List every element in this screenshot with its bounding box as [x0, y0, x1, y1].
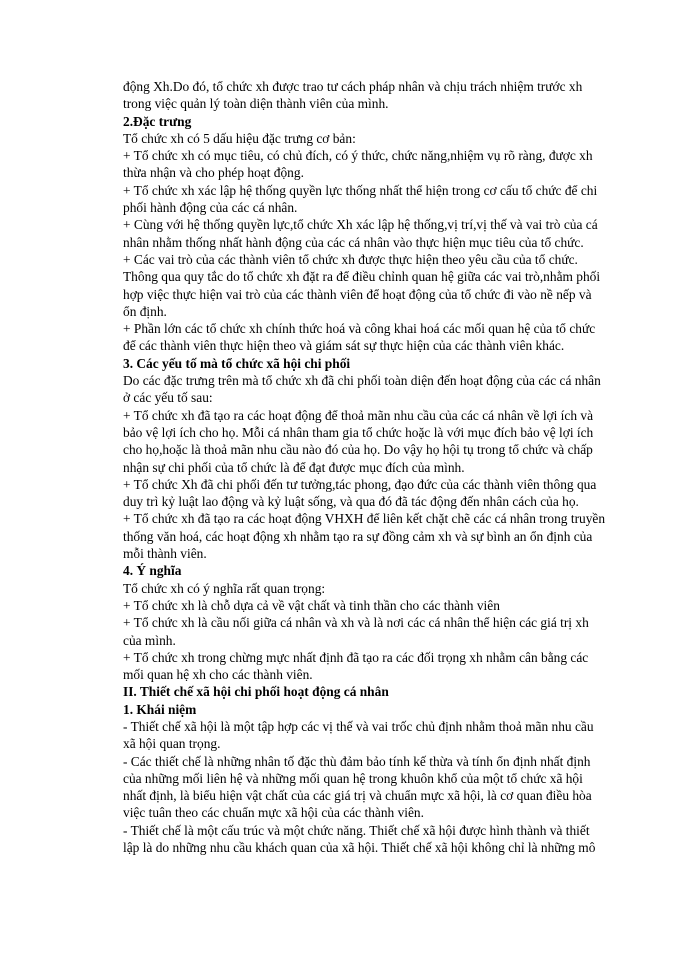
text-line: 4. Ý nghĩa — [123, 563, 182, 579]
text-line: + Tổ chức xh là cầu nối giữa cá nhân và xh và là nơi các cá nhân thể hiện các giá trị xh — [123, 615, 589, 631]
text-line: + Tổ chức xh xác lập hệ thống quyền lực thống nhất thể hiện trong cơ cấu tổ chức để chi — [123, 182, 598, 198]
paragraph — [123, 147, 628, 182]
text-line: động Xh.Do đó, tổ chức xh được trao tư cách pháp nhân và chịu trách nhiệm trước xh — [123, 79, 583, 94]
section-heading — [123, 562, 628, 579]
text-line: 2.Đặc trưng — [123, 113, 192, 129]
text-line: Thông qua quy tắc do tổ chức xh đặt ra để điều chỉnh quan hệ giữa các vai trò,nhằm phối — [123, 269, 601, 285]
text-line: lập là do những nhu cầu khách quan của xã hội. Thiết chế xã hội không chỉ là những mô — [123, 840, 596, 856]
text-line: nhân nhằm thống nhất hành động của các cá nhân vào thực hiện mục tiêu của tổ chức. — [123, 234, 584, 250]
document-page — [123, 78, 628, 856]
paragraph — [123, 718, 628, 753]
text-line: Do các đặc trưng trên mà tổ chức xh đã chi phối toàn diện đến hoạt động của các cá nhân — [123, 373, 601, 389]
text-line: cho họ,hoặc là thoả mãn nhu cầu nào đó của họ. Do vậy họ hội tụ trong tổ chức và chấp — [123, 442, 593, 458]
text-line: + Phần lớn các tổ chức xh chính thức hoá và công khai hoá các mối quan hệ của tổ chức — [123, 321, 596, 337]
paragraph — [123, 753, 628, 822]
text-line: + Các vai trò của các thành viên tổ chức xh được thực hiện theo yêu cầu của tổ chức. — [123, 251, 578, 267]
paragraph — [123, 216, 628, 251]
section-heading — [123, 355, 628, 372]
paragraph — [123, 130, 628, 147]
text-line: + Tổ chức xh có mục tiêu, có chủ đích, có ý thức, chức năng,nhiệm vụ rõ ràng, được xh — [123, 148, 593, 164]
section-heading — [123, 683, 628, 700]
text-line: - Thiết chế là một cấu trúc và một chức năng. Thiết chế xã hội được hình thành và thiết — [123, 822, 590, 838]
text-line: việc tuân theo các chuẩn mực xã hội của các thành viên. — [123, 805, 424, 821]
paragraph — [123, 407, 628, 476]
paragraph — [123, 510, 628, 562]
text-line: + Tổ chức xh đã tạo ra các hoạt động VHXH để liên kết chặt chẽ các cá nhân trong truyền — [123, 511, 606, 527]
text-line: + Tổ chức Xh đã chi phối đến tư tưởng,tác phong, đạo đức của các thành viên thông qua — [123, 476, 597, 492]
text-line: Tổ chức xh có 5 dấu hiệu đặc trưng cơ bản: — [123, 130, 356, 146]
text-line: - Thiết chế xã hội là một tập hợp các vị thế và vai trốc chủ định nhằm thoả mãn nhu cầu — [123, 718, 594, 734]
text-line: + Tổ chức xh trong chừng mực nhất định đã tạo ra các đối trọng xh nhằm cân bằng các — [123, 649, 589, 665]
text-line: + Tổ chức xh là chỗ dựa cả về vật chất và tinh thần cho các thành viên — [123, 597, 500, 613]
paragraph — [123, 597, 628, 614]
text-line: thừa nhận và cho phép hoạt động. — [123, 165, 304, 181]
text-line: phối hành động của các cá nhân. — [123, 200, 298, 216]
paragraph — [123, 822, 628, 857]
text-line: thống văn hoá, các hoạt động xh nhằm tạo ra sự đồng cảm xh và sự bình an ổn định của — [123, 528, 593, 544]
text-line: + Cùng với hệ thống quyền lực,tổ chức Xh xác lập hệ thống,vị trí,vị thế và vai trò của cá — [123, 217, 598, 233]
text-line: trong việc quản lý toàn diện thành viên của mình. — [123, 96, 389, 112]
text-line: mỗi thành viên. — [123, 546, 207, 562]
text-line: nhất định, là biểu hiện vật chất của các giá trị và chuẩn mực xã hội, là cơ quan điều hòa — [123, 788, 592, 804]
text-line: - Các thiết chế là những nhân tố đặc thù đảm bảo tính kế thừa và tính ổn định nhất định — [123, 753, 591, 769]
paragraph — [123, 320, 628, 355]
text-line: của mình. — [123, 632, 176, 648]
text-line: để các thành viên thực hiện theo và giám sát sự thực hiện của các thành viên khác. — [123, 338, 565, 354]
section-heading — [123, 701, 628, 718]
text-line: mối quan hệ xh cho các thành viên. — [123, 667, 313, 683]
text-line: 1. Khái niệm — [123, 701, 197, 717]
text-line: hợp việc thực hiện vai trò của các thành viên để hoạt động của tổ chức đi vào nề nếp và — [123, 286, 592, 302]
text-line: ở các yếu tố sau: — [123, 390, 213, 406]
paragraph — [123, 649, 628, 684]
text-line: của những mối liên hệ và những mối quan hệ trong khuôn khổ của một tổ chức xã hội — [123, 770, 583, 786]
paragraph — [123, 476, 628, 511]
paragraph — [123, 580, 628, 597]
text-line: 3. Các yếu tố mà tổ chức xã hội chi phối — [123, 355, 351, 371]
paragraph — [123, 78, 628, 113]
section-heading — [123, 113, 628, 130]
text-line: + Tổ chức xh đã tạo ra các hoạt động để thoả mãn nhu cầu của các cá nhân về lợi ích và — [123, 407, 594, 423]
text-line: duy trì kỷ luật lao động và kỷ luật sống, và qua đó đã tác động đến nhân cách của họ. — [123, 494, 579, 510]
text-line: Tổ chức xh có ý nghĩa rất quan trọng: — [123, 580, 326, 596]
text-line: II. Thiết chế xã hội chi phối hoạt động cá nhân — [123, 684, 389, 700]
text-line: bảo vệ lợi ích cho họ. Mỗi cá nhân tham gia tổ chức hoặc là với mục đích bảo vệ lợi ích — [123, 424, 594, 440]
text-line: ổn định. — [123, 303, 167, 319]
paragraph — [123, 251, 628, 320]
paragraph — [123, 182, 628, 217]
paragraph — [123, 614, 628, 649]
paragraph — [123, 372, 628, 407]
text-line: nhận sự chi phối của tổ chức là để đạt được mục đích của mình. — [123, 459, 465, 475]
text-line: xã hội quan trọng. — [123, 736, 221, 752]
